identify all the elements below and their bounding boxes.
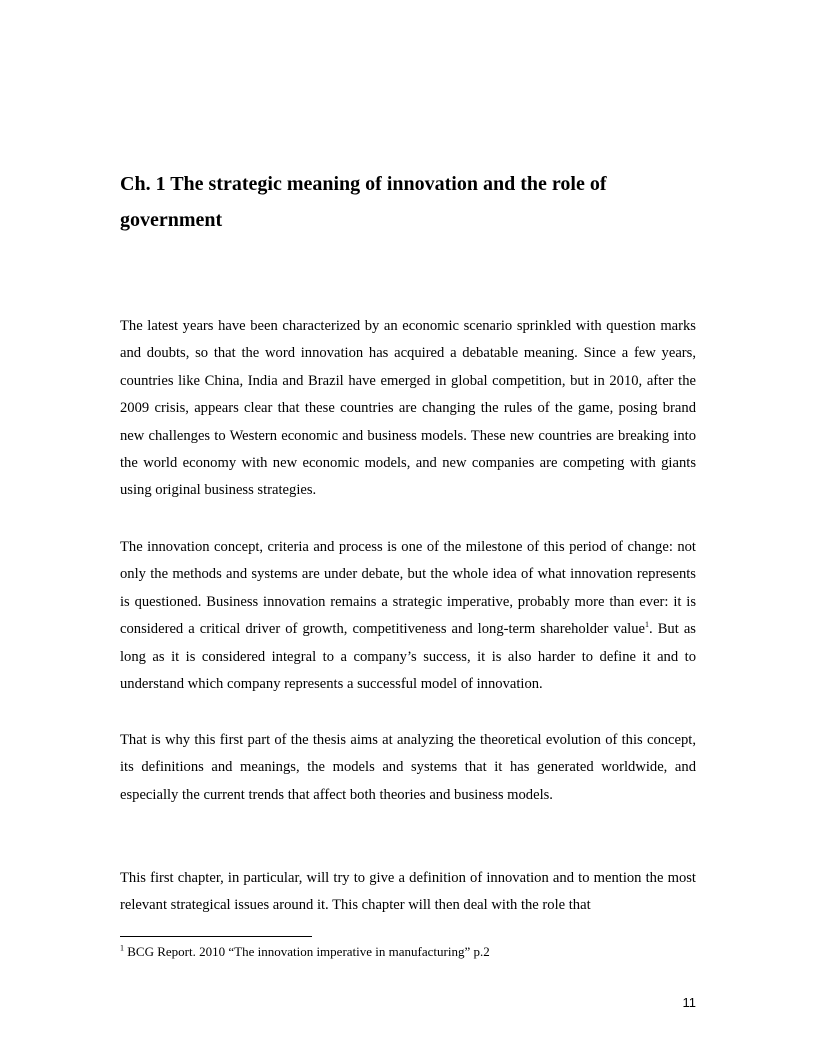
footnote: [120, 943, 490, 961]
paragraph-3: That is why this first part of the thesis aims at analyzing the theoretical evolution of this concept, its definitions and meanings, the models and systems that it has generated worldwide, and especially the current trends that affect both theories and business models.: [120, 732, 696, 803]
paragraph-2-text-b: . But as long as it is considered integral to a company’s success, it is also harder to define it and to understand which company represents a successful model of innovation.: [120, 621, 696, 693]
chapter-title-line-1: Ch. 1 The strategic meaning of innovation and the role of: [120, 173, 607, 195]
chapter-title: [120, 166, 710, 238]
paragraph-2: [120, 534, 696, 698]
footnote-number: 1: [120, 943, 124, 953]
paragraph-4: This first chapter, in particular, will try to give a definition of innovation and to mention the most relevant strategical issues around it. This chapter will then deal with the role that: [120, 870, 696, 914]
chapter-title-line-2: government: [120, 209, 223, 231]
footnote-text: BCG Report. 2010 “The innovation imperative in manufacturing” p.2: [124, 944, 490, 959]
paragraph-1: The latest years have been characterized by an economic scenario sprinkled with question marks and doubts, so that the word innovation has acquired a debatable meaning. Since a few years, countries like China, India and Brazil have emerged in global competition, but in 2010, after the 2009 crisis, appears clear that these countries are changing the rules of the game, posing brand new challenges to Western economic and business models. These new countries are breaking into the world economy with new economic models, and new companies are competing with giants using original business strategies.: [120, 318, 696, 499]
paragraph-2-text-a: The innovation concept, criteria and process is one of the milestone of this period of change: not only the methods and systems are under debate, but the whole idea of what innovation represents is questioned. Business innovation remains a strategic imperative, probably more than ever: it is considered a critical driver of growth, competitiveness and long-term shareholder value: [120, 539, 696, 638]
footnote-divider: [120, 936, 312, 937]
page-number: 11: [682, 995, 696, 1010]
footnote-reference: 1: [645, 620, 649, 630]
